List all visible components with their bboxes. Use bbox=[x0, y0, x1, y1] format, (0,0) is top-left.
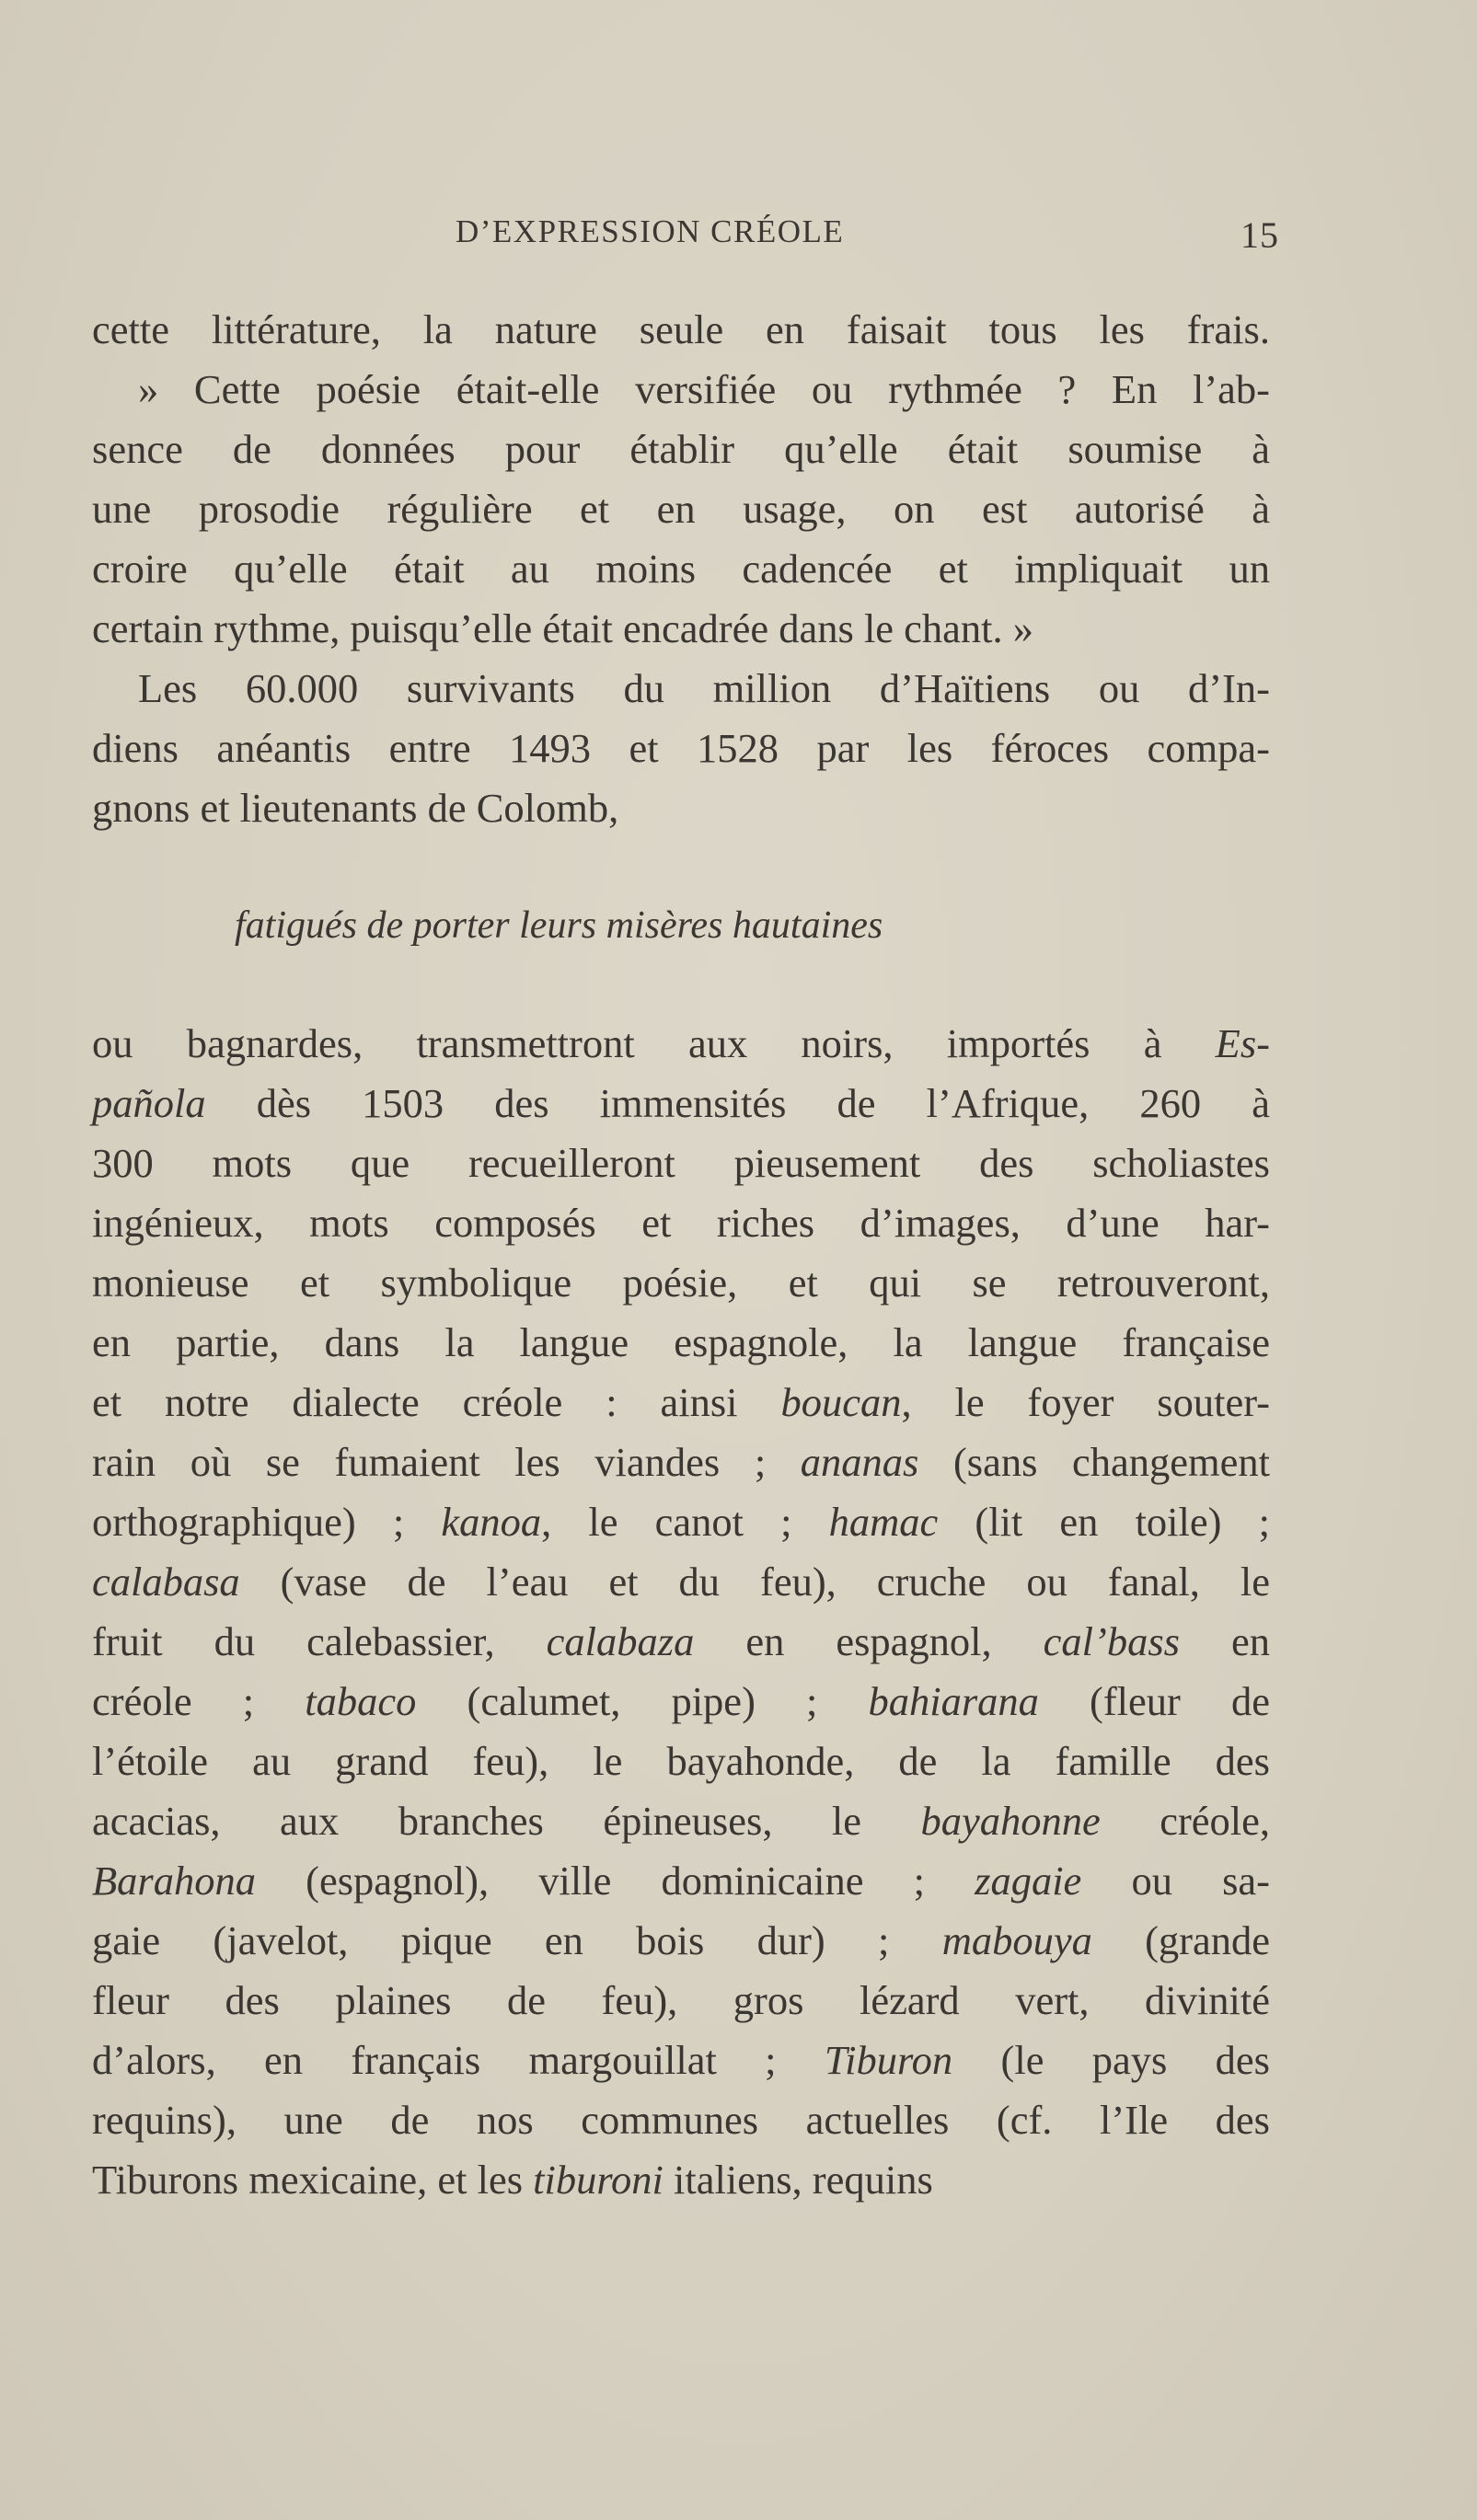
text-line: requins), une de nos communes actuelles (cf. l’Ile des bbox=[92, 2097, 1270, 2143]
text-line: cette littérature, la nature seule en faisait tous les frais. bbox=[92, 306, 1270, 352]
italic-term: zagaie bbox=[975, 1858, 1082, 1904]
page-number: 15 bbox=[1240, 214, 1279, 256]
verse-quotation: fatigués de porter leurs misères hautaines bbox=[235, 904, 883, 947]
text-line: sence de données pour établir qu’elle était soumise à bbox=[92, 426, 1270, 472]
text-line: Barahona (espagnol), ville dominicaine ; zagaie ou sa- bbox=[92, 1858, 1271, 1904]
italic-term: Tiburon bbox=[824, 2037, 953, 2083]
italic-term: cal’bass bbox=[1043, 1618, 1180, 1664]
italic-term: Es- bbox=[1215, 1020, 1270, 1066]
text-line: croire qu’elle était au moins cadencée et impliquait un bbox=[92, 546, 1270, 592]
text-line: et notre dialecte créole : ainsi boucan, le foyer souter- bbox=[92, 1379, 1270, 1425]
body-text bbox=[92, 300, 1270, 2210]
italic-term: bahiarana bbox=[868, 1678, 1039, 1724]
text-line: rain où se fumaient les viandes ; ananas (sans changement bbox=[92, 1439, 1270, 1485]
text-line: d’alors, en français margouillat ; Tiburon (le pays des bbox=[92, 2037, 1270, 2083]
italic-term: boucan bbox=[780, 1379, 902, 1425]
italic-term: tabaco bbox=[305, 1678, 417, 1724]
running-head bbox=[92, 213, 1279, 259]
paragraph-2 bbox=[92, 659, 1270, 838]
text-line: Tiburons mexicaine, et les tiburoni italiens, requins bbox=[92, 2157, 933, 2203]
text-line: » Cette poésie était-elle versifiée ou rythmée ? En l’ab- bbox=[138, 366, 1270, 412]
italic-term: ananas bbox=[800, 1439, 919, 1485]
italic-term: Barahona bbox=[92, 1858, 256, 1904]
italic-term: calabasa bbox=[92, 1559, 240, 1605]
text-line: créole ; tabaco (calumet, pipe) ; bahiarana (fleur de bbox=[92, 1678, 1270, 1724]
italic-term: calabaza bbox=[546, 1618, 695, 1664]
running-title: D’EXPRESSION CRÉOLE bbox=[456, 213, 845, 249]
text-line: calabasa (vase de l’eau et du feu), cruche ou fanal, le bbox=[92, 1559, 1270, 1605]
paragraph-1 bbox=[92, 300, 1270, 659]
text-line: fruit du calebassier, calabaza en espagnol, cal’bass en bbox=[92, 1618, 1270, 1664]
text-line: pañola dès 1503 des immensités de l’Afrique, 260 à bbox=[92, 1080, 1270, 1126]
text-line: en partie, dans la langue espagnole, la langue française bbox=[92, 1319, 1270, 1365]
text-line: Les 60.000 survivants du million d’Haïtiens ou d’In- bbox=[138, 665, 1270, 711]
italic-term: pañola bbox=[92, 1080, 206, 1126]
paragraph-3 bbox=[92, 1014, 1270, 2210]
italic-term: mabouya bbox=[941, 1917, 1092, 1963]
italic-term: bayahonne bbox=[920, 1798, 1101, 1844]
text-line: gaie (javelot, pique en bois dur) ; mabouya (grande bbox=[92, 1917, 1271, 1963]
text-line: certain rythme, puisqu’elle était encadrée dans le chant. » bbox=[92, 605, 1034, 651]
text-line: 300 mots que recueilleront pieusement des scholiastes bbox=[92, 1140, 1270, 1186]
text-line: orthographique) ; kanoa, le canot ; hamac (lit en toile) ; bbox=[92, 1499, 1270, 1545]
text-line: l’étoile au grand feu), le bayahonde, de la famille des bbox=[92, 1738, 1270, 1784]
text-line: acacias, aux branches épineuses, le bayahonne créole, bbox=[92, 1798, 1270, 1844]
text-line: diens anéantis entre 1493 et 1528 par les féroces compa- bbox=[92, 725, 1270, 771]
italic-term: tiburoni bbox=[533, 2157, 663, 2203]
text-line: une prosodie régulière et en usage, on est autorisé à bbox=[92, 486, 1270, 532]
text-line: ou bagnardes, transmettront aux noirs, importés à Es- bbox=[92, 1020, 1270, 1066]
italic-term: kanoa bbox=[441, 1499, 542, 1545]
text-line: gnons et lieutenants de Colomb, bbox=[92, 785, 619, 831]
text-line: ingénieux, mots composés et riches d’images, d’une har- bbox=[92, 1200, 1270, 1246]
text-line: monieuse et symbolique poésie, et qui se retrouveront, bbox=[92, 1260, 1270, 1306]
text-line: fleur des plaines de feu), gros lézard vert, divinité bbox=[92, 1977, 1270, 2023]
italic-term: hamac bbox=[828, 1499, 939, 1545]
